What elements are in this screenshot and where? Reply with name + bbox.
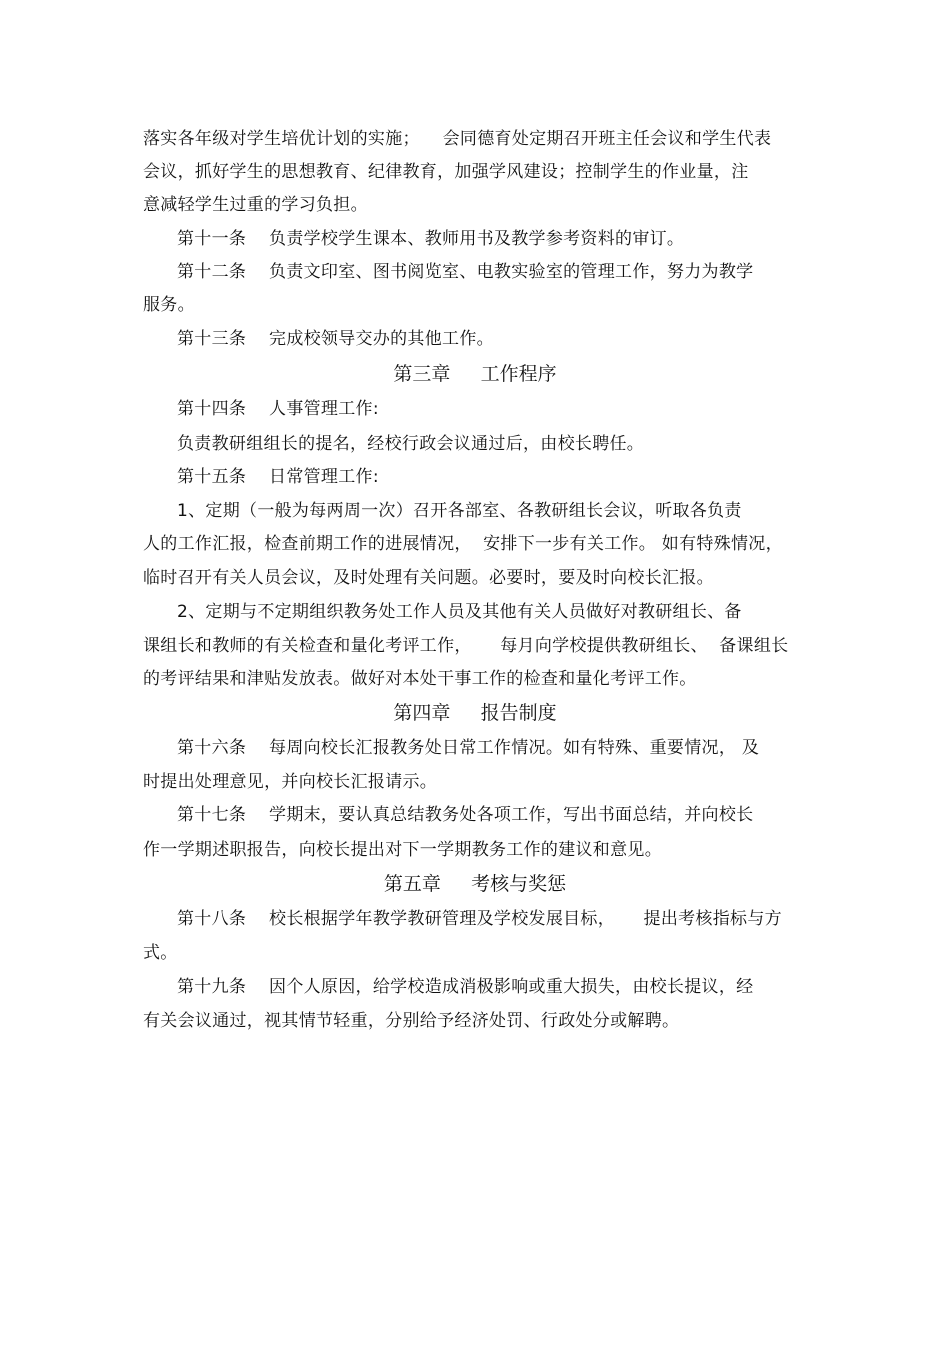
text-line: 1、定期（一般为每两周一次）召开各部室、各教研组长会议，听取各负责 (177, 501, 742, 521)
text-line: 临时召开有关人员会议，及时处理有关问题。必要时，要及时向校长汇报。 (143, 568, 714, 588)
chapter-5-heading: 第五章 考核与奖惩 (383, 873, 567, 895)
article-13: 第十三条 完成校领导交办的其他工作。 (177, 329, 494, 349)
text-line: 落实各年级对学生培优计划的实施； 会同德育处定期召开班主任会议和学生代表 (143, 129, 772, 149)
text-line: 时提出处理意见，并向校长汇报请示。 (143, 772, 438, 792)
article-18: 第十八条 校长根据学年教学教研管理及学校发展目标， 提出考核指标与方 (177, 909, 782, 929)
text-line: 式。 (143, 943, 178, 963)
text-line: 负责教研组组长的提名，经校行政会议通过后，由校长聘任。 (177, 434, 645, 454)
text-line: 的考评结果和津贴发放表。做好对本处干事工作的检查和量化考评工作。 (143, 669, 697, 689)
chapter-4-heading: 第四章 报告制度 (393, 702, 557, 724)
article-19: 第十九条 因个人原因，给学校造成消极影响或重大损失，由校长提议，经 (177, 977, 754, 997)
text-line: 2、定期与不定期组织教务处工作人员及其他有关人员做好对教研组长、备 (177, 602, 742, 622)
text-line: 会议，抓好学生的思想教育、纪律教育，加强学风建设；控制学生的作业量，注 (143, 162, 749, 182)
text-line: 服务。 (143, 295, 195, 315)
text-line: 人的工作汇报，检查前期工作的进展情况， 安排下一步有关工作。 如有特殊情况， (143, 534, 783, 554)
article-11: 第十一条 负责学校学生课本、教师用书及教学参考资料的审订。 (177, 229, 685, 249)
article-15: 第十五条 日常管理工作: (177, 467, 379, 487)
chapter-3-heading: 第三章 工作程序 (393, 363, 557, 385)
article-12: 第十二条 负责文印室、图书阅览室、电教实验室的管理工作，努力为教学 (177, 262, 754, 282)
article-14: 第十四条 人事管理工作: (177, 399, 379, 419)
article-17: 第十七条 学期末，要认真总结教务处各项工作，写出书面总结，并向校长 (177, 805, 754, 825)
article-16: 第十六条 每周向校长汇报教务处日常工作情况。如有特殊、重要情况， 及 (177, 738, 760, 758)
text-line: 意减轻学生过重的学习负担。 (143, 195, 368, 215)
text-line: 有关会议通过，视其情节轻重，分别给予经济处罚、行政处分或解聘。 (143, 1011, 680, 1031)
text-line: 课组长和教师的有关检查和量化考评工作， 每月向学校提供教研组长、 备课组长 (143, 636, 789, 656)
text-line: 作一学期述职报告，向校长提出对下一学期教务工作的建议和意见。 (143, 840, 662, 860)
